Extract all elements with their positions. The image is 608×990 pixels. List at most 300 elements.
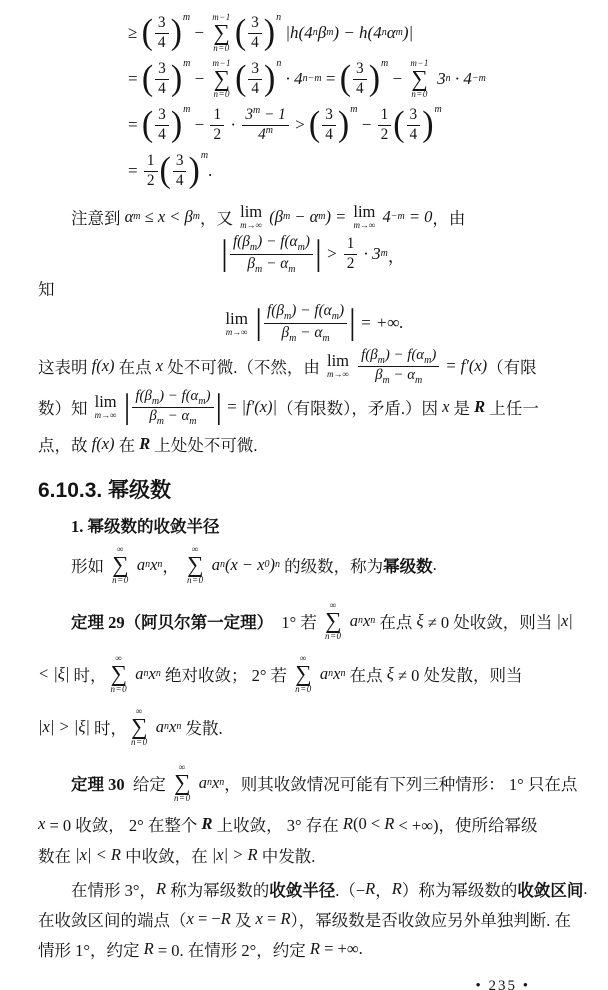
derivation-line-2	[128, 56, 588, 102]
math-text: ·	[226, 115, 241, 134]
lim-text: lim	[326, 350, 349, 370]
fraction	[155, 14, 169, 52]
math-text: 绝对收敛； 2° 若	[160, 666, 292, 685]
math-script: m	[255, 263, 263, 275]
sum-upper-limit: ∞	[300, 653, 307, 664]
summation	[174, 763, 191, 803]
paragraph-line	[38, 874, 588, 904]
bracket-group	[235, 14, 281, 52]
math-text: )	[338, 302, 345, 320]
math-text: < +∞)，使所给幂级	[394, 816, 538, 835]
denominator	[146, 408, 199, 427]
group-exponent: m	[182, 12, 191, 24]
math-text: 上收敛， 3° 存在	[212, 816, 343, 835]
limit-operator	[353, 201, 376, 231]
math-text: x	[211, 773, 220, 792]
math-script: n	[328, 668, 334, 679]
bracket-content	[228, 233, 315, 274]
group-exponent: m	[350, 104, 358, 116]
math-script: n	[370, 615, 376, 626]
numerator	[353, 60, 367, 79]
sigma-symbol: ∑	[213, 66, 230, 92]
lim-text: lim	[225, 308, 248, 328]
math-text: x	[362, 611, 371, 630]
math-text: (0 <	[352, 814, 385, 833]
numerator	[264, 302, 347, 323]
denominator	[255, 126, 276, 144]
limit-operator	[225, 310, 248, 337]
math-script: n	[219, 559, 225, 570]
math-text: |h(4	[281, 23, 313, 42]
math-text: −	[190, 23, 209, 42]
bracket-content	[153, 60, 171, 98]
math-text: a	[207, 555, 220, 574]
limit-operator	[326, 350, 349, 380]
math-text: · 4	[450, 69, 472, 88]
numerator	[230, 233, 313, 254]
derivation-line-1	[128, 10, 588, 56]
nondifferentiable-paragraph	[38, 346, 588, 460]
math-text: R	[139, 434, 151, 453]
math-text: (β	[265, 207, 283, 226]
sum-upper-limit: m−1	[410, 58, 429, 69]
sum-upper-limit: m−1	[212, 12, 231, 23]
denominator	[155, 126, 169, 144]
radius-paragraph	[38, 874, 588, 964]
math-text: R	[280, 909, 291, 928]
math-text: x	[333, 664, 341, 683]
bracket-group	[235, 60, 281, 98]
limit-equation	[38, 300, 588, 346]
math-text: |x| > R	[211, 845, 258, 864]
math-text: ，	[162, 557, 184, 576]
math-text: β	[317, 23, 327, 42]
math-text: R	[155, 879, 167, 898]
bracket-content	[351, 60, 369, 98]
math-text: .	[432, 555, 437, 574]
math-text: 1	[346, 235, 355, 253]
power-series-definition	[38, 540, 588, 590]
denominator	[173, 172, 187, 190]
denominator	[372, 367, 425, 386]
denominator	[155, 80, 169, 98]
math-text: 3	[356, 60, 364, 78]
math-text: β	[281, 323, 290, 341]
math-text: ≥	[128, 23, 142, 42]
left-delimiter: (	[141, 105, 154, 144]
math-text: 2	[346, 254, 355, 272]
math-text: R	[384, 814, 395, 833]
math-text: R	[365, 879, 376, 898]
math-text: f(x)	[91, 434, 115, 453]
summation	[111, 654, 128, 694]
math-text: 给定	[124, 775, 170, 794]
lim-text: lim	[353, 201, 376, 221]
fraction	[144, 152, 158, 190]
math-text: ) − f(α	[384, 346, 425, 363]
zhi-label: 知	[38, 280, 55, 299]
math-text: x	[148, 664, 156, 683]
denominator	[210, 126, 224, 144]
math-text: 2	[380, 125, 389, 143]
sum-upper-limit: ∞	[329, 600, 337, 611]
math-text: − α	[389, 366, 416, 383]
sum-upper-limit: ∞	[191, 544, 199, 555]
math-text: ξ	[416, 611, 424, 630]
math-text: β	[149, 407, 157, 424]
math-text: =	[321, 69, 340, 88]
math-text: 在收敛区间的端点（	[38, 911, 187, 930]
numerator	[155, 14, 169, 33]
math-text: = 0 收敛， 2° 在整个	[45, 816, 202, 835]
denominator	[248, 80, 262, 98]
right-delimiter: )	[422, 105, 434, 144]
bracket-group	[255, 302, 356, 343]
sum-lower-limit: n=0	[213, 88, 231, 99]
numerator	[248, 60, 262, 79]
sigma-symbol: ∑	[411, 66, 428, 92]
paragraph-line	[38, 904, 588, 934]
fraction	[248, 60, 262, 98]
math-text: 点，故	[38, 436, 92, 455]
math-text: =	[128, 69, 142, 88]
math-text: a	[131, 664, 144, 683]
right-delimiter: )	[170, 13, 182, 52]
math-text: ) − f(α	[257, 233, 298, 251]
theorem-line	[38, 808, 588, 840]
math-text: 1	[213, 106, 222, 124]
math-text: 3	[409, 106, 418, 124]
sigma-symbol: ∑	[110, 661, 128, 687]
math-text: |x|	[556, 611, 573, 630]
math-script: −m	[390, 211, 405, 222]
sum-lower-limit: n=0	[295, 683, 312, 694]
bracket-group	[309, 106, 358, 144]
math-text: 幂级数	[383, 557, 433, 576]
fraction	[155, 60, 169, 98]
math-text: R	[220, 909, 231, 928]
math-script: m	[322, 332, 330, 344]
group-exponent: m	[381, 58, 389, 70]
right-delimiter: |	[349, 303, 356, 342]
math-script: m	[156, 415, 165, 427]
math-text: 的级数，称为	[280, 557, 384, 576]
sigma-symbol: ∑	[295, 661, 312, 687]
math-text: |x| > |ξ|	[38, 717, 90, 736]
left-delimiter: (	[159, 151, 171, 190]
left-delimiter: |	[221, 234, 228, 273]
math-script: m	[297, 242, 305, 254]
denominator	[278, 324, 332, 344]
denominator	[244, 255, 298, 275]
sum-upper-limit: ∞	[115, 653, 123, 664]
left-delimiter: (	[141, 59, 154, 98]
math-text: ≤ x < β	[140, 207, 193, 226]
sigma-symbol: ∑	[131, 714, 148, 740]
right-delimiter: |	[314, 234, 322, 273]
bracket-content	[153, 106, 171, 144]
math-text: x	[186, 909, 194, 928]
math-text: · 3	[359, 244, 381, 263]
math-script: n	[143, 668, 149, 679]
denominator	[353, 80, 367, 98]
math-text: ，由	[432, 209, 466, 228]
math-text: ），幂级数是否收敛应另外单独判断. 在	[290, 911, 572, 930]
math-text: =	[262, 909, 281, 928]
summation	[295, 654, 312, 694]
denominator	[144, 172, 158, 190]
bracket-content	[171, 152, 189, 190]
math-script: m	[198, 395, 206, 407]
math-text: f(β	[267, 302, 285, 320]
summation	[131, 707, 148, 747]
numerator	[358, 347, 439, 367]
math-script: m	[331, 311, 339, 323]
bracket-group	[142, 106, 191, 144]
math-text: 在情形 3°，	[71, 881, 156, 900]
bracket-group	[221, 233, 322, 274]
numerator	[144, 152, 158, 171]
math-text: R	[342, 814, 353, 833]
math-text: ，则其收敛情况可能有下列三种情形： 1° 只在点	[224, 775, 578, 794]
math-script: −m	[471, 73, 486, 84]
math-text: ) =	[325, 207, 351, 226]
bracket-content	[405, 106, 423, 144]
math-text: − α	[296, 323, 323, 341]
fraction	[407, 106, 421, 144]
sigma-symbol: ∑	[213, 20, 230, 46]
bracket-group	[393, 106, 442, 144]
math-text: − α	[290, 207, 319, 226]
bracket-content	[246, 60, 264, 98]
math-text: 及	[230, 911, 256, 930]
sum-lower-limit: n=0	[131, 736, 148, 747]
math-text: 3	[251, 60, 260, 78]
math-text: · 4	[281, 69, 303, 88]
math-text: x	[169, 717, 177, 736]
theorem-line	[38, 702, 588, 752]
bracket-group	[142, 14, 191, 52]
right-delimiter: )	[170, 105, 183, 144]
math-script: m	[288, 263, 296, 275]
math-text: 处不可微.（不然，由	[163, 358, 324, 377]
math-text: 3	[158, 60, 166, 78]
math-text: 定理 29（阿贝尔第一定理）	[71, 613, 274, 632]
math-text: 1° 若	[273, 613, 321, 632]
fraction	[248, 14, 262, 52]
lim-subscript: m→∞	[94, 410, 117, 421]
math-text: ≠ 0 处发散，则当	[393, 666, 523, 685]
sum-lower-limit: n=0	[213, 42, 230, 53]
sum-lower-limit: n=0	[324, 630, 342, 641]
fraction	[173, 152, 187, 190]
numerator	[242, 106, 289, 125]
math-text: a	[194, 773, 207, 792]
bracket-content	[153, 14, 171, 52]
math-script: m	[265, 124, 274, 136]
math-text: 4	[175, 171, 184, 189]
math-text: f(β	[361, 346, 378, 363]
limit-operator	[94, 391, 117, 421]
math-text: R	[143, 939, 154, 958]
numerator	[344, 235, 358, 254]
math-text: (x − x	[224, 555, 265, 574]
lim-subscript: m→∞	[327, 369, 349, 380]
math-text: 定理 30	[71, 775, 125, 794]
math-text: 收敛区间	[517, 881, 584, 900]
math-text: 收敛半径	[269, 881, 336, 900]
fraction	[242, 106, 289, 144]
math-text: x	[150, 555, 158, 574]
left-delimiter: (	[235, 59, 247, 98]
left-delimiter: (	[339, 59, 352, 98]
math-text: − α	[262, 254, 289, 272]
summation	[212, 59, 231, 99]
right-delimiter: )	[188, 151, 200, 190]
math-script: m	[151, 395, 160, 407]
sigma-symbol: ∑	[325, 608, 342, 634]
math-text: 时，	[69, 666, 107, 685]
math-text: β	[247, 254, 255, 272]
math-script: n	[176, 721, 182, 732]
sum-upper-limit: ∞	[178, 762, 186, 773]
note-paragraph-line	[38, 202, 588, 232]
lim-subscript: m→∞	[353, 220, 376, 231]
math-text: 形如	[71, 557, 109, 576]
math-text: = 0. 在情形 2°，约定	[153, 941, 310, 960]
paragraph-line	[38, 386, 588, 428]
math-text: 注意到	[71, 209, 125, 228]
math-text: 情形 1°，约定	[38, 941, 144, 960]
math-script: m	[189, 415, 197, 427]
summation	[410, 59, 429, 99]
theorem-line	[38, 646, 588, 702]
math-text: 发散.	[181, 719, 223, 738]
math-text: α	[386, 23, 396, 42]
theorem-30	[38, 758, 588, 870]
math-text: 是	[449, 399, 475, 418]
bracket-content	[246, 14, 264, 52]
math-text: = f′(x)	[441, 356, 488, 375]
numerator	[173, 152, 187, 171]
math-script: m	[318, 211, 326, 222]
math-text: 2	[213, 125, 222, 143]
math-text: 4	[158, 125, 166, 143]
math-script: n	[445, 73, 451, 84]
math-text: ) − h(4	[333, 23, 382, 42]
right-delimiter: )	[337, 105, 350, 144]
paragraph-line	[38, 934, 588, 964]
math-text: ，	[375, 881, 392, 900]
numerator	[407, 106, 421, 125]
math-text: = |f′(x)|	[222, 397, 278, 416]
fraction	[155, 106, 169, 144]
math-text: 4	[409, 125, 418, 143]
left-delimiter: |	[123, 387, 131, 426]
math-text: |x| < R	[75, 845, 121, 864]
math-script: m	[377, 354, 385, 366]
lim-text: lim	[240, 201, 263, 221]
math-text: = 0	[404, 207, 433, 226]
math-text: 在点	[114, 358, 156, 377]
math-text: 中收敛，在	[120, 847, 212, 866]
math-text: 数在	[38, 847, 76, 866]
bracket-group	[340, 60, 389, 98]
math-text: ) − f(α	[159, 387, 199, 404]
math-text: .	[208, 161, 213, 180]
math-text: 4	[158, 79, 166, 97]
math-script: n	[340, 668, 346, 679]
sigma-symbol: ∑	[112, 552, 129, 578]
left-delimiter: (	[393, 105, 405, 144]
math-text: − 1	[260, 106, 286, 124]
math-script: m	[133, 211, 141, 222]
math-text: −	[190, 115, 209, 134]
group-exponent: m	[434, 104, 442, 116]
math-text: −	[190, 69, 209, 88]
note-inequality	[38, 232, 588, 276]
math-text: x	[442, 397, 450, 416]
math-text: 4	[251, 33, 259, 51]
summation	[325, 601, 342, 641]
math-text: 上任一	[485, 399, 539, 418]
fraction	[344, 235, 358, 273]
subsection-heading: 1. 幂级数的收敛半径	[71, 517, 220, 536]
fraction	[132, 388, 213, 427]
math-text: 4	[356, 79, 364, 97]
math-text: =	[128, 161, 142, 180]
denominator	[407, 126, 421, 144]
math-text: 数）知	[38, 399, 92, 418]
group-exponent: m	[200, 150, 209, 162]
math-text: >	[321, 244, 342, 263]
math-text: 4	[157, 33, 166, 51]
math-text: 3	[432, 69, 446, 88]
math-text: )	[205, 387, 211, 404]
math-text: = −	[193, 909, 221, 928]
right-delimiter: )	[368, 59, 381, 98]
math-text: x	[155, 356, 164, 375]
math-script: m	[249, 242, 258, 254]
numerator	[155, 60, 169, 79]
math-text: x	[38, 814, 46, 833]
math-text: ) − f(α	[291, 302, 332, 320]
math-text: 在点	[345, 666, 387, 685]
math-text: （有限数），矛盾.）因	[277, 399, 443, 418]
derivation-block	[38, 10, 588, 194]
page-number: • 235 •	[475, 978, 530, 990]
fraction	[210, 106, 224, 144]
bracket-group	[124, 388, 222, 427]
math-text: =	[128, 115, 142, 134]
denominator	[322, 126, 336, 144]
math-text: R	[201, 814, 213, 833]
bracket-content	[262, 302, 349, 343]
derivation-line-3	[128, 102, 588, 148]
theorem-line	[38, 840, 588, 870]
math-script: m	[282, 211, 291, 222]
math-script: m	[380, 248, 388, 259]
math-script: m	[382, 374, 390, 386]
math-text: ≠ 0 处收敛，则当	[423, 613, 557, 632]
numerator	[155, 106, 169, 125]
bracket-group	[142, 60, 191, 98]
math-text: )	[304, 233, 310, 251]
numerator	[132, 388, 213, 408]
math-text: f(x)	[91, 356, 115, 375]
bracket-group	[160, 152, 209, 190]
fraction	[358, 347, 439, 386]
